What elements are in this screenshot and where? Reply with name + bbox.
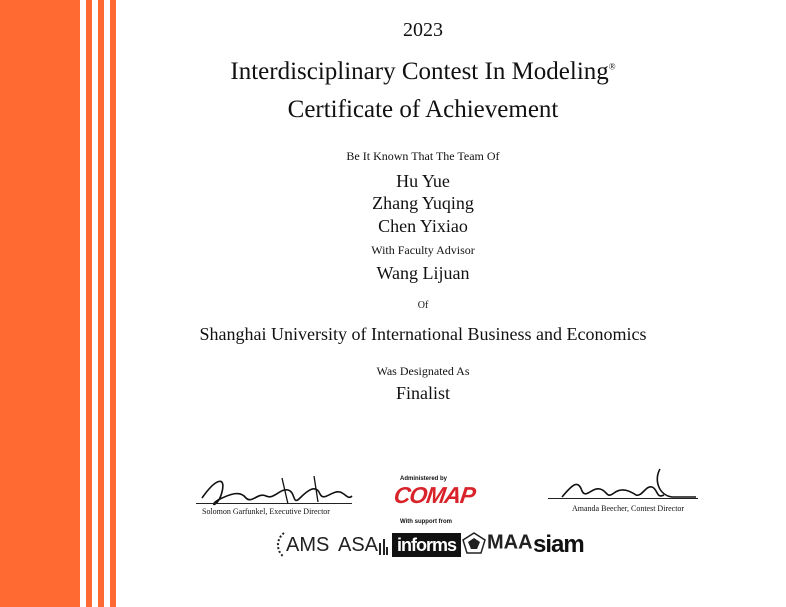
- right-signature: [548, 465, 698, 505]
- certificate-year: 2023: [403, 19, 443, 41]
- registered-mark: ®: [608, 61, 616, 72]
- asa-bars-icon: [378, 537, 388, 557]
- maa-logo-text: MAA: [487, 531, 533, 554]
- comap-logo: COMAP: [392, 482, 477, 508]
- maa-polyhedron-icon: [461, 531, 487, 555]
- ams-logo-text: AMS: [286, 534, 330, 556]
- support-text: With support from: [400, 519, 452, 525]
- siam-logo: siam: [533, 531, 584, 558]
- left-signature-caption: Solomon Garfunkel, Executive Director: [202, 507, 330, 516]
- maa-logo: [461, 531, 533, 555]
- intro-text: Be It Known That The Team Of: [346, 149, 500, 163]
- team-member: Hu Yue: [396, 171, 450, 191]
- border-stripe-wide: [0, 0, 80, 607]
- contest-name-line: [80, 58, 766, 86]
- team-member: Zhang Yuqing: [372, 193, 474, 213]
- institution-name: Shanghai University of International Business and Economics: [199, 324, 647, 344]
- contest-name: Interdisciplinary Contest In Modeling: [230, 58, 609, 85]
- of-label: Of: [417, 300, 429, 311]
- certificate-title: Certificate of Achievement: [287, 96, 559, 123]
- ams-emblem-icon: [272, 531, 286, 559]
- advisor-label: With Faculty Advisor: [371, 243, 475, 257]
- left-signature: [196, 470, 356, 510]
- administered-by-text: Administered by: [400, 476, 448, 482]
- right-signature-caption: Amanda Beecher, Contest Director: [572, 504, 685, 513]
- informs-logo-text: informs: [392, 533, 461, 557]
- designation: Finalist: [395, 383, 450, 403]
- advisor-name: Wang Lijuan: [376, 263, 470, 283]
- left-signature-line: [196, 503, 352, 504]
- asa-logo: [338, 531, 388, 559]
- team-member: Chen Yixiao: [378, 216, 468, 236]
- designation-label: Was Designated As: [376, 364, 470, 378]
- informs-logo: [392, 533, 461, 557]
- right-signature-line: [548, 498, 698, 499]
- ams-logo: [272, 531, 329, 559]
- asa-logo-text: ASA: [338, 534, 379, 556]
